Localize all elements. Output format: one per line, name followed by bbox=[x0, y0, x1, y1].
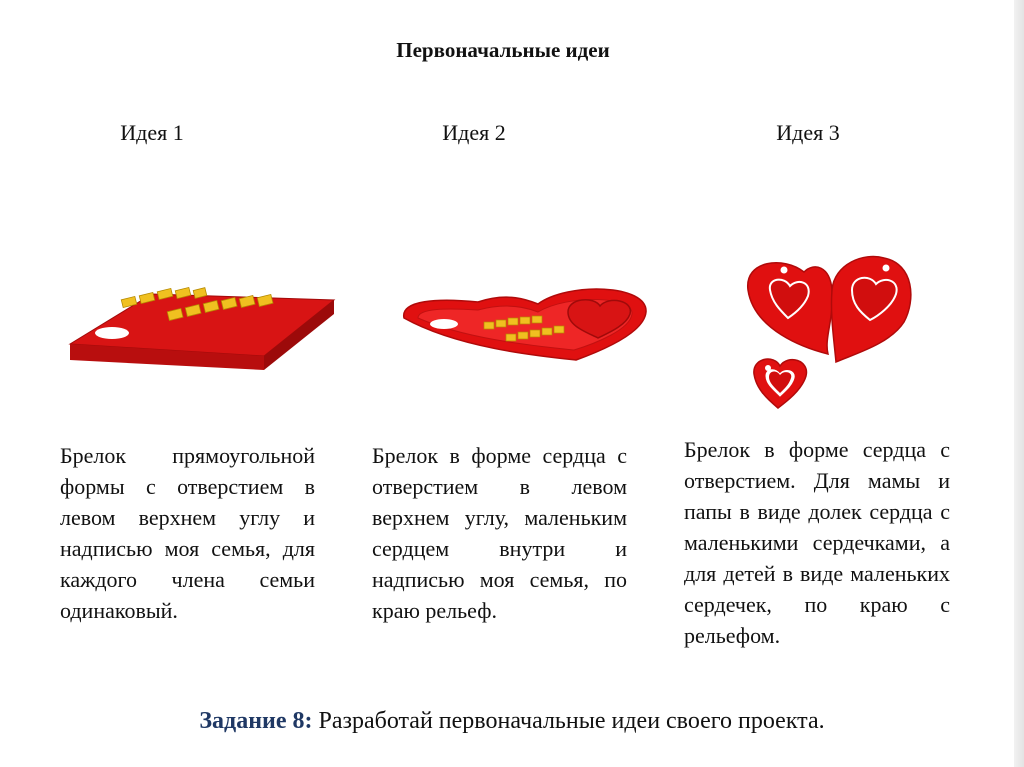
idea-2-label: Идея 2 bbox=[442, 120, 506, 145]
idea-1-description: Брелок прямоугольной формы с отверстием в левом верхнем углу и надписью моя семья, для каждого члена семьи одинаковый. bbox=[60, 443, 315, 623]
idea-3-label: Идея 3 bbox=[776, 120, 840, 145]
idea-1-label: Идея 1 bbox=[120, 120, 184, 145]
task-statement bbox=[0, 708, 1024, 735]
idea-3-description: Брелок в форме сердца с отверстием. Для мамы и папы в виде долек сердца с маленькими сердечками, а для детей в виде маленьких сердечек, по краю с рельефом. bbox=[684, 437, 950, 648]
heart-pieces-keychain-image bbox=[744, 250, 920, 416]
task-label: Задание 8: bbox=[199, 708, 313, 734]
idea-2-description: Брелок в форме сердца с отверстием в левом верхнем углу, маленьким сердцем внутри и надписью моя семья, по краю рельеф. bbox=[372, 443, 627, 623]
task-text: Разработай первоначальные идеи своего проекта. bbox=[312, 708, 825, 734]
slide-edge bbox=[1014, 0, 1024, 767]
rectangular-keychain-image bbox=[64, 280, 344, 380]
heart-keychain-image bbox=[398, 282, 654, 362]
slide-title: Первоначальные идеи bbox=[396, 38, 610, 62]
